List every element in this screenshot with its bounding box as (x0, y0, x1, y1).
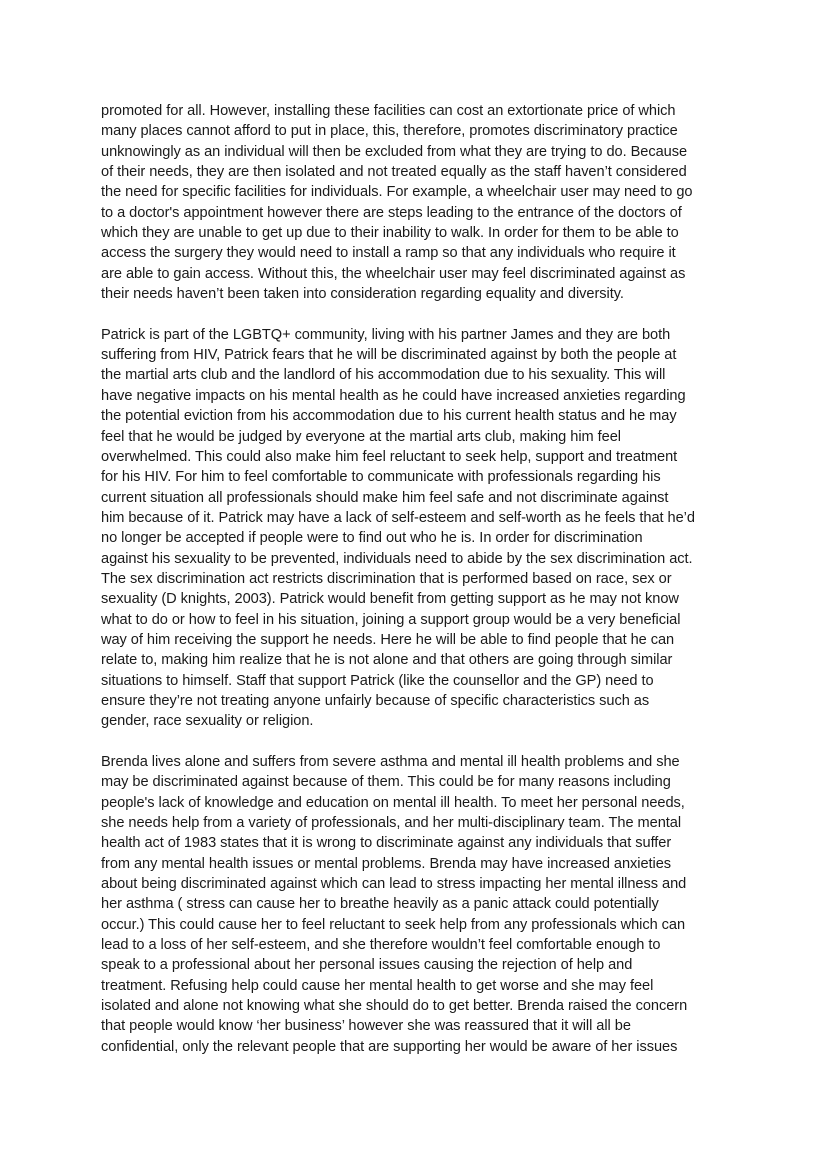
text-line: their needs haven’t been taken into consideration regarding equality and diversity. (101, 286, 624, 303)
text-line: from any mental health issues or mental problems. Brenda may have increased anxieties (101, 855, 672, 872)
text-line: are able to gain access. Without this, the wheelchair user may feel discriminated against as (101, 265, 686, 282)
text-line: may be discriminated against because of them. This could be for many reasons including (101, 774, 671, 791)
text-line: she needs help from a variety of professionals, and her multi-disciplinary team. The mental (101, 815, 682, 832)
text-line: occur.) This could cause her to feel reluctant to seek help from any professionals which can (101, 916, 686, 933)
text-line: ensure they’re not treating anyone unfairly because of specific characteristics such as (101, 692, 650, 709)
text-line: against his sexuality to be prevented, individuals need to abide by the sex discrimination act. (101, 550, 693, 567)
text-line: situations to himself. Staff that support Patrick (like the counsellor and the GP) need to (101, 672, 654, 689)
text-line: relate to, making him realize that he is not alone and that others are going through similar (101, 652, 673, 669)
text-line: suffering from HIV, Patrick fears that he will be discriminated against by both the people at (101, 347, 677, 364)
text-line: her asthma ( stress can cause her to breathe heavily as a panic attack could potentially (101, 896, 659, 913)
paragraph-patrick (101, 325, 733, 732)
text-line: Patrick is part of the LGBTQ+ community, living with his partner James and they are both (101, 326, 671, 343)
text-line: current situation all professionals should make him feel safe and not discriminate against (101, 489, 669, 506)
text-line: the need for specific facilities for individuals. For example, a wheelchair user may need to go (101, 184, 693, 201)
document-body (101, 101, 733, 1078)
text-line: of their needs, they are then isolated and not treated equally as the staff haven’t considered (101, 164, 687, 181)
text-line: confidential, only the relevant people that are supporting her would be aware of her issues (101, 1038, 678, 1055)
text-line: no longer be accepted if people were to find out who he is. In order for discrimination (101, 530, 643, 547)
text-line: that people would know ‘her business’ however she was reassured that it will all be (101, 1018, 631, 1035)
text-line: way of him receiving the support he needs. Here he will be able to find people that he can (101, 631, 675, 648)
text-line: many places cannot afford to put in place, this, therefore, promotes discriminatory practice (101, 123, 678, 140)
text-line: him because of it. Patrick may have a lack of self-esteem and self-worth as he feels that he’d (101, 509, 695, 526)
text-line: access the surgery they would need to install a ramp so that any individuals who require it (101, 245, 676, 262)
text-line: people's lack of knowledge and education on mental ill health. To meet her personal needs, (101, 794, 685, 811)
text-line: the potential eviction from his accommodation due to his current health status and he may (101, 408, 677, 425)
text-line: overwhelmed. This could also make him feel reluctant to seek help, support and treatment (101, 448, 678, 465)
text-line: what to do or how to feel in his situation, joining a support group would be a very beneficial (101, 611, 681, 628)
text-line: feel that he would be judged by everyone at the martial arts club, making him feel (101, 428, 621, 445)
text-line: to a doctor's appointment however there are steps leading to the entrance of the doctors of (101, 204, 682, 221)
text-line: about being discriminated against which can lead to stress impacting her mental illness and (101, 876, 687, 893)
text-line: isolated and alone not knowing what she should do to get better. Brenda raised the concern (101, 998, 688, 1015)
paragraph-brenda (101, 752, 733, 1057)
text-line: have negative impacts on his mental health as he could have increased anxieties regarding (101, 387, 686, 404)
text-line: treatment. Refusing help could cause her mental health to get worse and she may feel (101, 977, 654, 994)
text-line: lead to a loss of her self-esteem, and she therefore wouldn’t feel comfortable enough to (101, 937, 661, 954)
text-line: promoted for all. However, installing these facilities can cost an extortionate price of which (101, 103, 676, 119)
text-line: speak to a professional about her personal issues causing the rejection of help and (101, 957, 633, 974)
text-line: sexuality (D knights, 2003). Patrick would benefit from getting support as he may not know (101, 591, 679, 608)
text-line: The sex discrimination act restricts discrimination that is performed based on race, sex or (101, 570, 672, 587)
text-line: which they are unable to get up due to their inability to walk. In order for them to be able to (101, 225, 679, 242)
text-line: health act of 1983 states that it is wrong to discriminate against any individuals that suffer (101, 835, 672, 852)
text-line: gender, race sexuality or religion. (101, 713, 314, 730)
text-line: for his HIV. For him to feel comfortable to communicate with professionals regarding his (101, 469, 661, 486)
text-line: unknowingly as an individual will then be excluded from what they are trying to do. Because (101, 143, 688, 160)
paragraph-facilities (101, 101, 733, 304)
text-line: the martial arts club and the landlord of his accommodation due to his sexuality. This will (101, 367, 666, 384)
text-line: Brenda lives alone and suffers from severe asthma and mental ill health problems and she (101, 754, 680, 770)
